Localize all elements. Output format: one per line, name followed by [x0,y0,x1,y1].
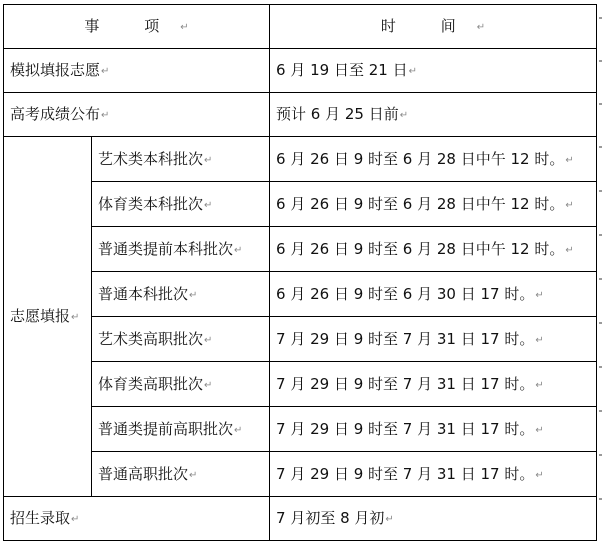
time-cell [270,362,597,407]
batch-cell [92,362,270,407]
batch-cell [92,182,270,227]
admission-schedule-table [3,4,597,541]
paragraph-mark: ↵ [399,110,409,121]
table-row [4,362,597,407]
table-row [4,452,597,497]
row-end-marker [599,190,602,192]
table-row [4,317,597,362]
paragraph-mark: ↵ [189,289,198,301]
paragraph-mark: ↵ [565,154,574,166]
row-end-marker [599,498,602,500]
row-end-marker [599,234,602,236]
batch-cell [92,137,270,182]
paragraph-mark: ↵ [204,379,213,391]
time-value: 预计 6 月 25 日前 [276,105,399,123]
paragraph-mark: ↵ [204,199,213,211]
table-row [4,272,597,317]
row-end-marker [599,60,602,62]
paragraph-mark: ↵ [71,312,80,323]
time-value: 6 月 26 日 9 时至 6 月 28 日中午 12 时。 [276,194,565,213]
time-value: 6 月 26 日 9 时至 6 月 28 日中午 12 时。 [276,149,565,168]
paragraph-mark: ↵ [535,469,544,481]
time-cell [270,93,597,137]
row-end-marker [599,278,602,280]
time-cell [270,137,597,182]
batch-label: 普通类提前高职批次 [98,419,234,438]
group-label-cell [4,137,92,497]
event-cell [4,497,270,541]
time-value: 6 月 26 日 9 时至 6 月 30 日 17 时。 [276,284,535,303]
row-end-marker [599,17,602,19]
paragraph-mark: ↵ [234,424,243,436]
table-row [4,49,597,93]
paragraph-mark: ↵ [204,154,213,166]
time-value: 7 月 29 日 9 时至 7 月 31 日 17 时。 [276,374,535,393]
time-cell [270,317,597,362]
paragraph-mark: ↵ [71,514,80,525]
header-event-cell [4,5,270,49]
group-label: 志愿填报 [10,307,71,325]
row-end-marker [599,103,602,105]
table-row [4,182,597,227]
batch-label: 普通高职批次 [98,464,189,483]
time-value: 7 月初至 8 月初 [276,509,385,527]
row-end-marker [599,454,602,456]
batch-cell [92,227,270,272]
row-end-marker [599,366,602,368]
time-cell [270,227,597,272]
batch-label: 普通类提前本科批次 [98,239,234,258]
paragraph-mark: ↵ [535,289,544,301]
paragraph-mark: ↵ [234,244,243,256]
time-cell [270,272,597,317]
table-row [4,227,597,272]
paragraph-mark: ↵ [385,514,394,525]
event-label: 高考成绩公布 [10,105,101,123]
time-cell [270,182,597,227]
time-value: 6 月 19 日至 21 日 [276,61,408,79]
paragraph-mark: ↵ [535,424,544,436]
time-value: 6 月 26 日 9 时至 6 月 28 日中午 12 时。 [276,239,565,258]
batch-label: 体育类本科批次 [98,194,204,213]
header-row [4,5,597,49]
paragraph-mark: ↵ [565,244,574,256]
table-row [4,137,597,182]
table-row [4,497,597,541]
batch-cell [92,407,270,452]
event-label: 招生录取 [10,509,71,527]
event-cell [4,93,270,137]
batch-label: 体育类高职批次 [98,374,204,393]
paragraph-mark: ↵ [180,22,189,33]
paragraph-mark: ↵ [565,199,574,211]
table-row [4,93,597,137]
batch-cell [92,452,270,497]
time-value: 7 月 29 日 9 时至 7 月 31 日 17 时。 [276,419,535,438]
batch-label: 艺术类本科批次 [98,149,204,168]
paragraph-mark: ↵ [204,334,213,346]
time-cell [270,452,597,497]
row-end-marker [599,410,602,412]
paragraph-mark: ↵ [476,22,486,33]
event-label: 模拟填报志愿 [10,61,101,79]
row-end-marker [599,322,602,324]
event-cell [4,49,270,93]
header-event: 事 项 [84,17,180,35]
batch-label: 普通本科批次 [98,284,189,303]
paragraph-mark: ↵ [408,66,417,77]
batch-cell [92,272,270,317]
time-value: 7 月 29 日 9 时至 7 月 31 日 17 时。 [276,329,535,348]
batch-cell [92,317,270,362]
time-value: 7 月 29 日 9 时至 7 月 31 日 17 时。 [276,464,535,483]
paragraph-mark: ↵ [101,66,110,77]
time-cell [270,407,597,452]
paragraph-mark: ↵ [189,469,198,481]
row-end-marker [599,146,602,148]
paragraph-mark: ↵ [101,110,110,121]
batch-label: 艺术类高职批次 [98,329,204,348]
paragraph-mark: ↵ [535,334,544,346]
header-time-cell [270,5,597,49]
time-cell [270,49,597,93]
table-row [4,407,597,452]
header-time: 时 间 [380,17,476,35]
time-cell [270,497,597,541]
paragraph-mark: ↵ [535,379,544,391]
